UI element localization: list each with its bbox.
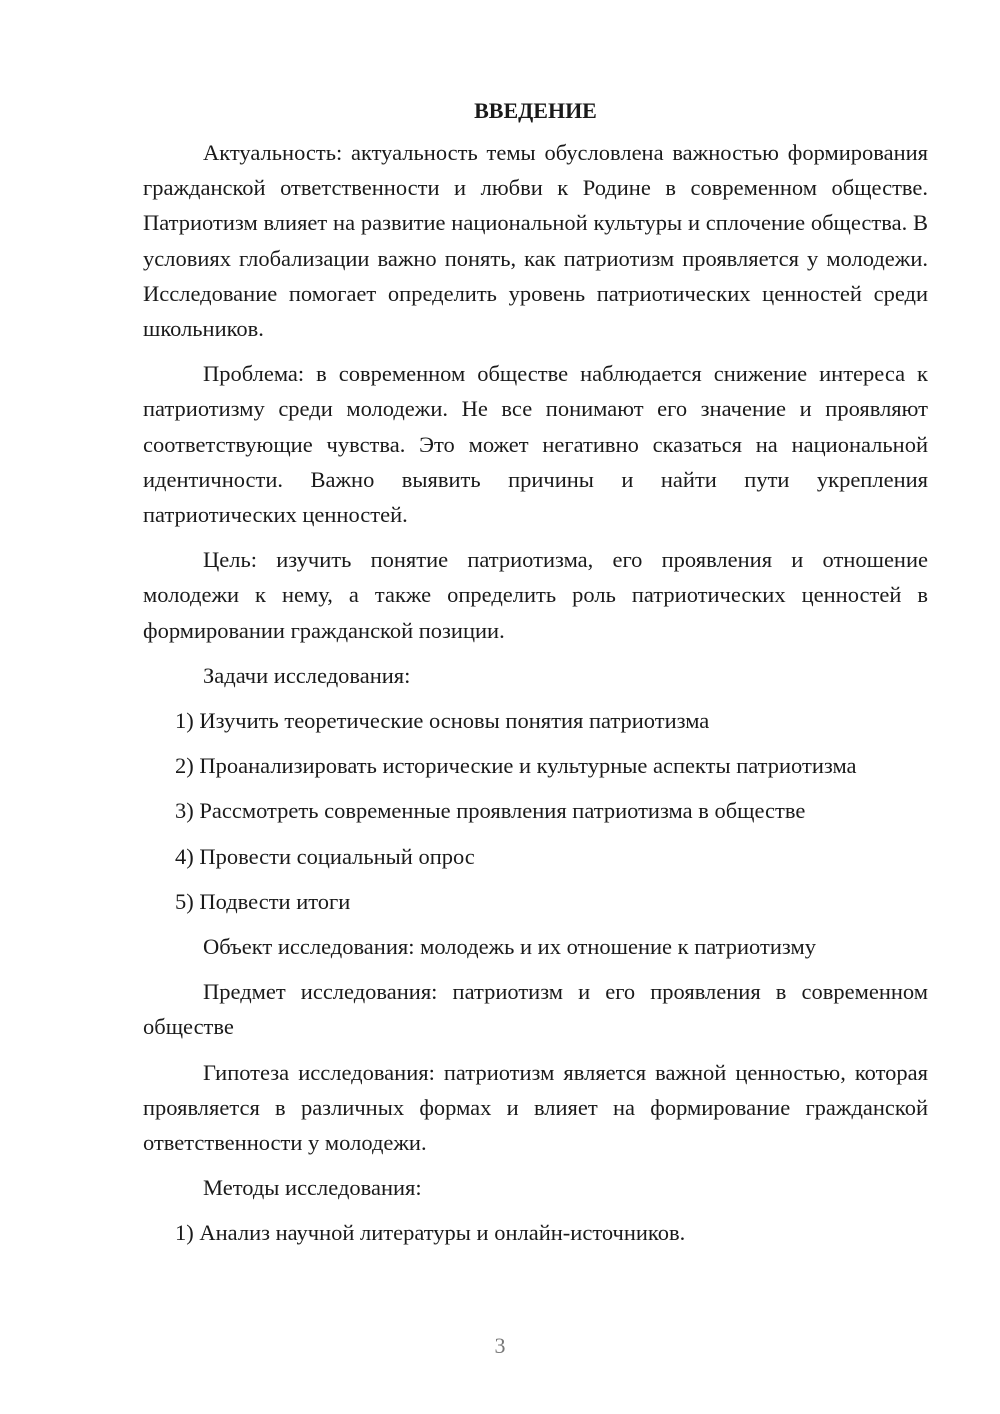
object-paragraph: Объект исследования: молодежь и их отношение к патриотизму: [203, 934, 816, 960]
goal-paragraph: Цель: изучить понятие патриотизма, его проявления и отношение молодежи к нему, а также определить роль патриотических ценностей в формировании гражданской позиции.: [143, 547, 928, 643]
subject-paragraph: Предмет исследования: патриотизм и его проявления в современном обществе: [143, 979, 928, 1040]
relevance-paragraph: Актуальность: актуальность темы обусловлена важностью формирования гражданской ответственности и любви к Родине в современном обществе. Патриотизм влияет на развитие национальной культуры и сплочение общества. В условиях глобализации важно понять, как патриотизм проявляется у молодежи. Исследование помогает определить уровень патриотических ценностей среди школьников.: [143, 140, 928, 342]
method-item-1: 1) Анализ научной литературы и онлайн-источников.: [175, 1220, 686, 1246]
task-item-1: 1) Изучить теоретические основы понятия патриотизма: [175, 708, 710, 734]
hypothesis-paragraph: Гипотеза исследования: патриотизм является важной ценностью, которая проявляется в различных формах и влияет на формирование гражданской ответственности у молодежи.: [143, 1059, 928, 1156]
problem-paragraph: Проблема: в современном обществе наблюдается снижение интереса к патриотизму среди молодежи. Не все понимают его значение и проявляют соответствующие чувства. Это может негативно сказаться на национальной идентичности. Важно выявить причины и найти пути укрепления патриотических ценностей.: [143, 361, 928, 528]
document-title: ВВЕДЕНИЕ: [474, 98, 597, 123]
task-item-2: 2) Проанализировать исторические и культурные аспекты патриотизма: [175, 753, 857, 779]
task-item-5: 5) Подвести итоги: [175, 888, 351, 914]
tasks-heading: Задачи исследования:: [203, 662, 411, 688]
task-item-3: 3) Рассмотреть современные проявления патриотизма в обществе: [175, 798, 806, 824]
document-page: [143, 93, 928, 1261]
task-item-4: 4) Провести социальный опрос: [175, 843, 475, 869]
page-number: 3: [494, 1333, 506, 1358]
methods-heading: Методы исследования:: [203, 1175, 422, 1201]
